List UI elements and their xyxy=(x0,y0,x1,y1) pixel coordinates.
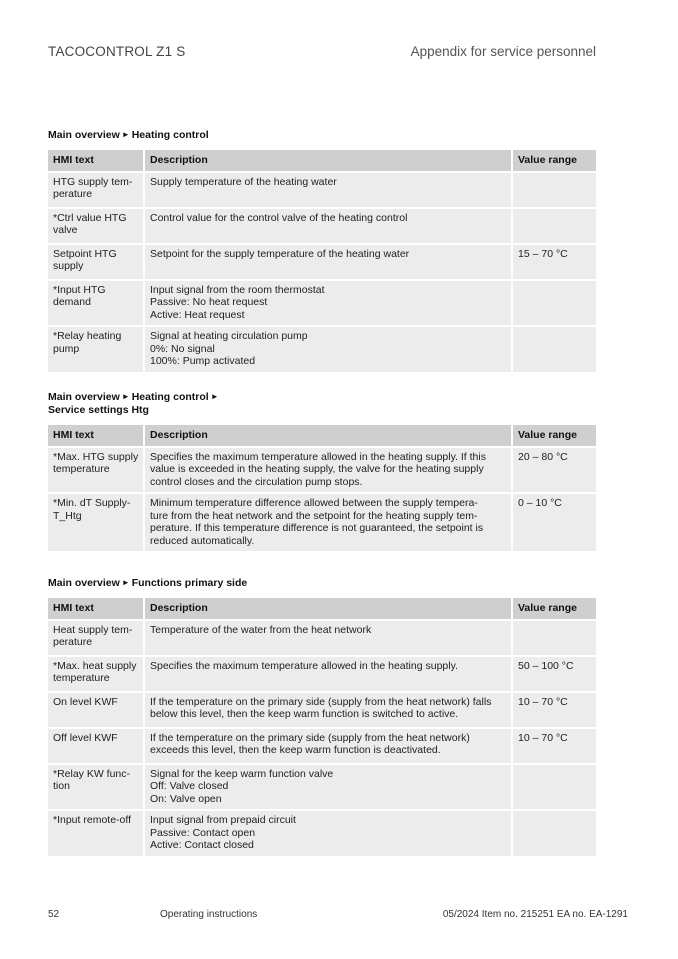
section-title xyxy=(48,128,596,142)
parameter-table xyxy=(48,596,596,858)
column-header-hmi: HMI text xyxy=(48,150,143,171)
column-header-value-range: Value range xyxy=(511,150,596,171)
hmi-text-cell: Off level KWF xyxy=(48,729,143,763)
table-header-row xyxy=(48,598,596,619)
section-title xyxy=(48,390,596,417)
description-cell: Input signal from prepaid circuit Passive: Contact open Active: Contact closed xyxy=(143,811,511,856)
hmi-text-cell: *Relay KW func- tion xyxy=(48,765,143,810)
hmi-text-cell: On level KWF xyxy=(48,693,143,727)
table-row xyxy=(48,448,596,493)
value-range-cell: 15 – 70 °C xyxy=(511,245,596,279)
parameter-table xyxy=(48,148,596,374)
table-row xyxy=(48,693,596,727)
column-header-value-range: Value range xyxy=(511,598,596,619)
table-row xyxy=(48,811,596,856)
value-range-cell xyxy=(511,173,596,207)
table-row xyxy=(48,494,596,551)
value-range-cell xyxy=(511,811,596,856)
arrow-right-icon: ► xyxy=(210,392,219,401)
hmi-text-cell: *Ctrl value HTG valve xyxy=(48,209,143,243)
column-header-hmi: HMI text xyxy=(48,598,143,619)
document-title: TACOCONTROL Z1 S xyxy=(48,44,186,59)
description-cell: Setpoint for the supply temperature of the heating water xyxy=(143,245,511,279)
arrow-right-icon: ► xyxy=(121,578,130,587)
table-row xyxy=(48,281,596,326)
description-cell: Signal at heating circulation pump 0%: No signal 100%: Pump activated xyxy=(143,327,511,372)
section-title xyxy=(48,576,596,590)
value-range-cell: 10 – 70 °C xyxy=(511,729,596,763)
column-header-description: Description xyxy=(143,150,511,171)
breadcrumb-part: Functions primary side xyxy=(131,577,248,589)
value-range-cell: 50 – 100 °C xyxy=(511,657,596,691)
section-functions-primary-side xyxy=(48,576,596,858)
value-range-cell xyxy=(511,209,596,243)
value-range-cell xyxy=(511,327,596,372)
table-row xyxy=(48,765,596,810)
page-number: 52 xyxy=(48,909,60,920)
hmi-text-cell: *Max. heat supply temperature xyxy=(48,657,143,691)
footer-document-type: Operating instructions xyxy=(160,909,258,920)
table-row xyxy=(48,327,596,372)
section-service-settings-htg xyxy=(48,390,596,553)
breadcrumb-part: Service settings Htg xyxy=(48,404,149,416)
table-row xyxy=(48,245,596,279)
hmi-text-cell: HTG supply tem- perature xyxy=(48,173,143,207)
description-cell: Supply temperature of the heating water xyxy=(143,173,511,207)
section-heating-control xyxy=(48,128,596,374)
arrow-right-icon: ► xyxy=(121,130,130,139)
document-section-title: Appendix for service personnel xyxy=(410,44,596,59)
value-range-cell: 0 – 10 °C xyxy=(511,494,596,551)
description-cell: If the temperature on the primary side (supply from the heat network) exceeds this level, then the keep warm function is deactivated. xyxy=(143,729,511,763)
footer-item-info: 05/2024 Item no. 215251 EA no. EA-1291 xyxy=(442,909,628,920)
hmi-text-cell: *Max. HTG supply temperature xyxy=(48,448,143,493)
breadcrumb-part: Heating control xyxy=(131,391,209,403)
table-row xyxy=(48,657,596,691)
description-cell: Specifies the maximum temperature allowed in the heating supply. xyxy=(143,657,511,691)
breadcrumb-part: Main overview xyxy=(48,577,120,589)
breadcrumb-part: Main overview xyxy=(48,129,120,141)
column-header-description: Description xyxy=(143,598,511,619)
value-range-cell xyxy=(511,621,596,655)
parameter-table xyxy=(48,423,596,553)
hmi-text-cell: *Input HTG demand xyxy=(48,281,143,326)
table-row xyxy=(48,621,596,655)
table-row xyxy=(48,173,596,207)
hmi-text-cell: Heat supply tem- perature xyxy=(48,621,143,655)
table-header-row xyxy=(48,425,596,446)
description-cell: Minimum temperature difference allowed between the supply tempera- ture from the heat network and the setpoint for the heating supply tem- perature. If this temperature difference is not guaranteed, the setpoint is reduced automatically. xyxy=(143,494,511,551)
description-cell: If the temperature on the primary side (supply from the heat network) falls below this level, then the keep warm function is switched to active. xyxy=(143,693,511,727)
value-range-cell: 10 – 70 °C xyxy=(511,693,596,727)
table-header-row xyxy=(48,150,596,171)
description-cell: Temperature of the water from the heat network xyxy=(143,621,511,655)
breadcrumb-part: Heating control xyxy=(131,129,209,141)
value-range-cell: 20 – 80 °C xyxy=(511,448,596,493)
column-header-hmi: HMI text xyxy=(48,425,143,446)
column-header-value-range: Value range xyxy=(511,425,596,446)
value-range-cell xyxy=(511,765,596,810)
hmi-text-cell: Setpoint HTG supply xyxy=(48,245,143,279)
description-cell: Specifies the maximum temperature allowed in the heating supply. If this value is exceeded in the heating supply, the valve for the heating supply control closes and the circulation pump stops. xyxy=(143,448,511,493)
description-cell: Control value for the control valve of the heating control xyxy=(143,209,511,243)
breadcrumb-part: Main overview xyxy=(48,391,120,403)
hmi-text-cell: *Relay heating pump xyxy=(48,327,143,372)
table-row xyxy=(48,209,596,243)
description-cell: Signal for the keep warm function valve Off: Valve closed On: Valve open xyxy=(143,765,511,810)
hmi-text-cell: *Min. dT Supply- T_Htg xyxy=(48,494,143,551)
column-header-description: Description xyxy=(143,425,511,446)
description-cell: Input signal from the room thermostat Passive: No heat request Active: Heat request xyxy=(143,281,511,326)
value-range-cell xyxy=(511,281,596,326)
arrow-right-icon: ► xyxy=(121,392,130,401)
table-row xyxy=(48,729,596,763)
hmi-text-cell: *Input remote-off xyxy=(48,811,143,856)
